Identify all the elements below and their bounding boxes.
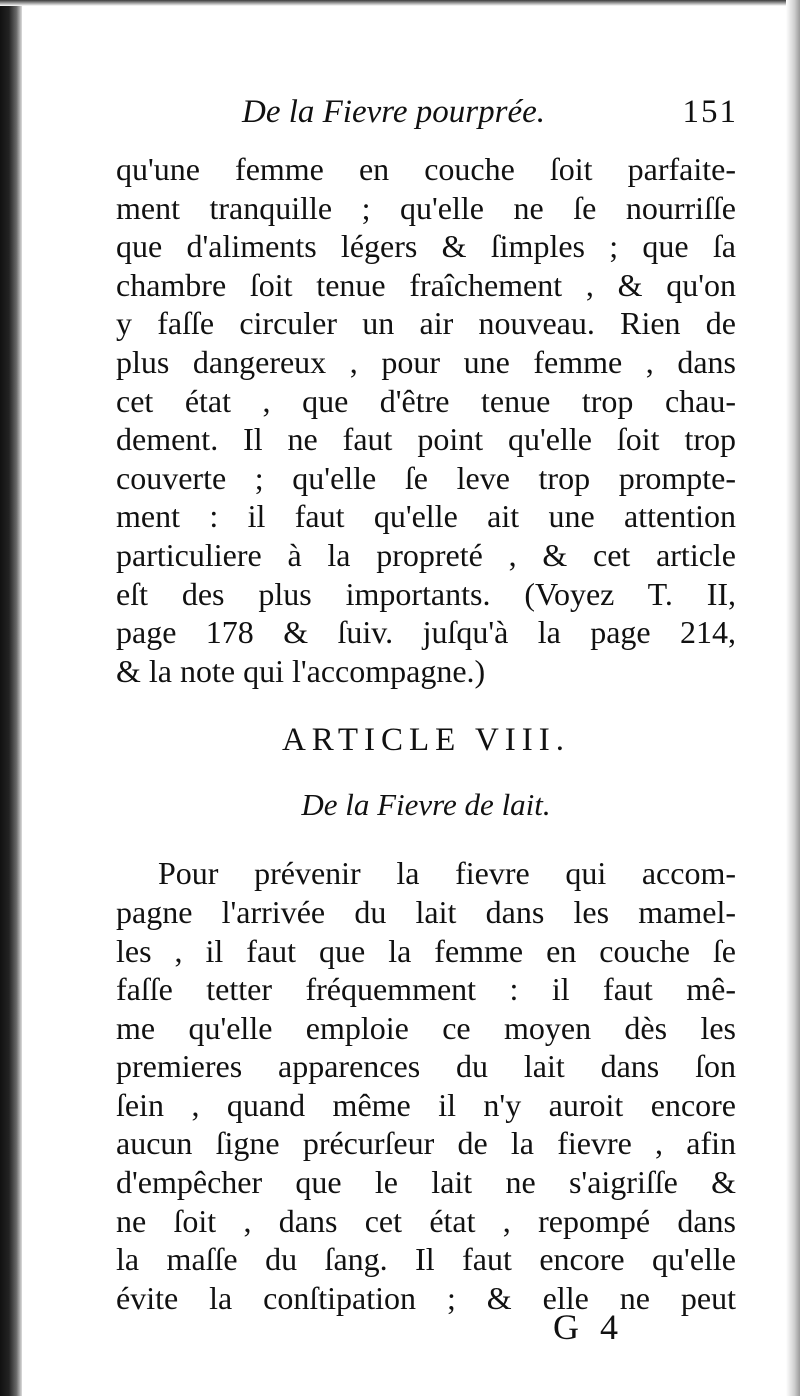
article-heading: ARTICLE VIII. xyxy=(281,722,571,759)
text-line: me qu'elle emploie ce moyen dès les xyxy=(116,1009,736,1046)
text-line: couverte ; qu'elle ſe leve trop prompte- xyxy=(116,459,736,496)
text-line: cet état , que d'être tenue trop chau- xyxy=(116,382,736,419)
text-line: aucun ſigne précurſeur de la fievre , afin xyxy=(116,1125,736,1162)
text-line: particuliere à la propreté , & cet article xyxy=(116,536,736,573)
paragraph-2 xyxy=(116,854,736,1317)
text-line: ſein , quand même il n'y auroit encore xyxy=(116,1086,736,1123)
text-line: & la note qui l'accompagne.) xyxy=(116,652,486,689)
text-line: eſt des plus importants. (Voyez T. II, xyxy=(116,575,736,612)
text-line: d'empêcher que le lait ne s'aigriſſe & xyxy=(116,1164,736,1201)
section-title: De la Fievre de lait. xyxy=(301,787,551,823)
text-line: Pour prévenir la fievre qui accom- xyxy=(158,855,736,892)
text-line: les , il faut que la femme en couche ſe xyxy=(116,932,736,969)
text-line: ment tranquille ; qu'elle ne ſe nourriſſe xyxy=(116,189,736,226)
running-head xyxy=(116,94,736,150)
text-line: plus dangereux , pour une femme , dans xyxy=(116,343,736,380)
page-number: 151 xyxy=(682,94,738,130)
text-line: la maſſe du ſang. Il faut encore qu'elle xyxy=(116,1241,736,1278)
text-line: évite la conſtipation ; & elle ne peut xyxy=(116,1279,736,1316)
text-line: premieres apparences du lait dans ſon xyxy=(116,1048,736,1085)
text-line: que d'aliments légers & ſimples ; que ſa xyxy=(116,228,736,265)
book-page xyxy=(116,94,736,1317)
text-line: faſſe tetter fréquemment : il faut mê- xyxy=(116,971,736,1008)
scan-shadow-top xyxy=(0,0,800,6)
text-line: ne ſoit , dans cet état , repompé dans xyxy=(116,1202,736,1239)
text-line: pagne l'arrivée du lait dans les mamel- xyxy=(116,893,736,930)
section-gap xyxy=(116,840,736,854)
text-line: y faſſe circuler un air nouveau. Rien de xyxy=(116,305,736,342)
scan-shadow-left xyxy=(0,0,22,1396)
text-line: page 178 & ſuiv. juſqu'à la page 214, xyxy=(116,614,736,651)
text-line: dement. Il ne faut point qu'elle ſoit trop xyxy=(116,421,736,458)
signature-mark: G 4 xyxy=(553,1307,624,1347)
text-line: ment : il faut qu'elle ait une attention xyxy=(116,498,736,535)
scan-shadow-right xyxy=(786,0,800,1396)
text-line: qu'une femme en couche ſoit parfaite- xyxy=(116,151,736,187)
text-line: chambre ſoit tenue fraîchement , & qu'on xyxy=(116,266,736,303)
running-title: De la Fievre pourprée. xyxy=(242,94,546,130)
paragraph-1 xyxy=(116,150,736,690)
